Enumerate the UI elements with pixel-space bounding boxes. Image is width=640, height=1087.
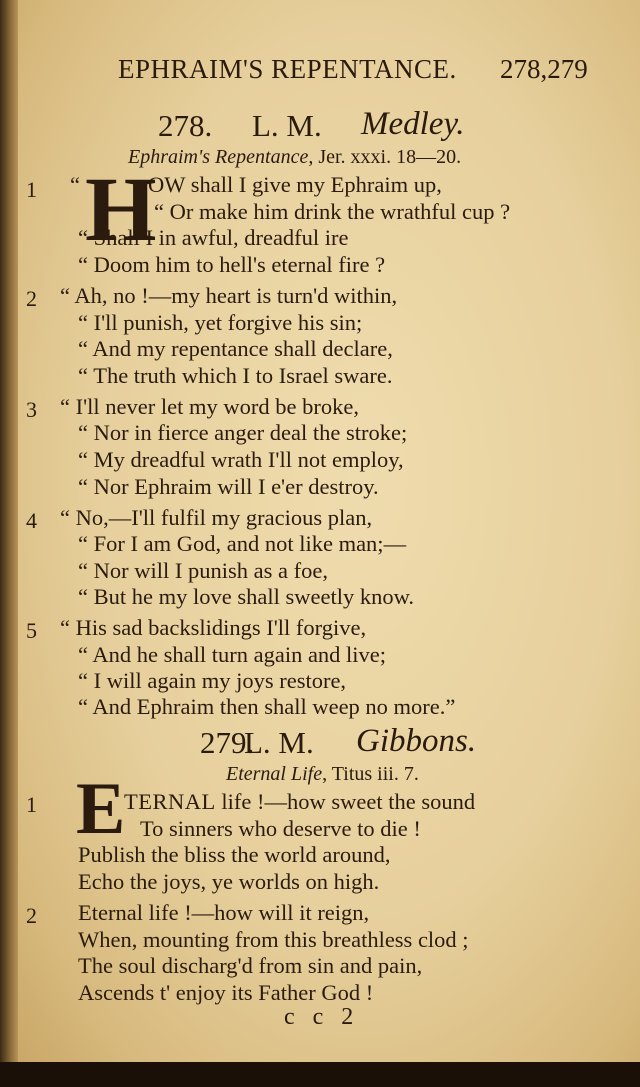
verse-line: “ Or make him drink the wrathful cup ?: [154, 199, 511, 224]
verse-line: “ I'll punish, yet forgive his sin;: [78, 310, 363, 335]
verse-line: “ My dreadful wrath I'll not employ,: [78, 447, 404, 472]
verse-number: 1: [26, 177, 37, 202]
verse-line: “ No,—I'll fulfil my gracious plan,: [60, 505, 373, 530]
verse-number: 4: [26, 508, 37, 533]
running-title: EPHRAIM'S REPENTANCE.: [118, 54, 457, 84]
verse-line: Echo the joys, ye worlds on high.: [78, 869, 380, 894]
verse-number: 3: [26, 397, 37, 422]
hymn-278-subtitle-title: Ephraim's Repentance: [128, 146, 309, 168]
verse-line: Publish the bliss the world around,: [78, 842, 391, 867]
verse-line: OW shall I give my Ephraim up,: [148, 172, 442, 197]
verse-line: “ But he my love shall sweetly know.: [78, 584, 414, 609]
open-quote: “: [70, 172, 80, 197]
hymn-279-meter: L. M.: [244, 725, 314, 760]
verse-line: “ And Ephraim then shall weep no more.”: [78, 694, 456, 719]
verse-line: “ Nor will I punish as a foe,: [78, 558, 328, 583]
verse-line: “ Nor Ephraim will I e'er destroy.: [78, 474, 379, 499]
verse-first-rest: life !—how sweet the sound: [215, 789, 476, 814]
verse-line: When, mounting from this breathless clod ;: [78, 927, 469, 952]
hymn-278-tune: Medley.: [361, 106, 465, 142]
book-gutter: [0, 0, 18, 1062]
verse-line: [124, 789, 475, 815]
drop-cap-h: H: [85, 158, 157, 260]
hymn-278-meter: L. M.: [252, 108, 322, 143]
verse-line: “ I will again my joys restore,: [78, 668, 347, 693]
verse-line: “ Shall I in awful, dreadful ire: [78, 225, 349, 250]
verse-number: 2: [26, 903, 37, 928]
hymn-278-subtitle: [128, 146, 461, 169]
verse-line: “ Doom him to hell's eternal fire ?: [78, 252, 386, 277]
verse-line: “ The truth which I to Israel sware.: [78, 363, 393, 388]
verse-number: 2: [26, 286, 37, 311]
book-page: [18, 0, 640, 1062]
verse-line: “ Ah, no !—my heart is turn'd within,: [60, 283, 398, 308]
hymn-278-number: 278.: [158, 108, 213, 143]
verse-line: “ And he shall turn again and live;: [78, 642, 387, 667]
hymn-279-subtitle-ref: , Titus iii. 7.: [322, 763, 419, 785]
verse-first-word: TERNAL: [124, 789, 216, 814]
verse-number: 5: [26, 618, 37, 643]
hymn-279-number: 279.: [200, 725, 255, 760]
verse-line: To sinners who deserve to die !: [140, 816, 421, 841]
verse-line: “ His sad backslidings I'll forgive,: [60, 615, 367, 640]
verse-line: Eternal life !—how will it reign,: [78, 900, 370, 925]
verse-line: Ascends t' enjoy its Father God !: [78, 980, 374, 1005]
verse-line: “ Nor in fierce anger deal the stroke;: [78, 420, 408, 445]
hymn-279-subtitle: [226, 763, 419, 786]
verse-number: 1: [26, 792, 37, 817]
hymn-278-subtitle-ref: , Jer. xxxi. 18—20.: [308, 146, 462, 168]
hymn-279-subtitle-title: Eternal Life: [226, 763, 323, 785]
verse-line: “ And my repentance shall declare,: [78, 336, 393, 361]
verse-line: The soul discharg'd from sin and pain,: [78, 953, 423, 978]
drop-cap-e: E: [76, 768, 126, 850]
verse-line: “ For I am God, and not like man;—: [78, 531, 407, 556]
signature-mark: c c 2: [284, 1004, 360, 1030]
bottom-band: [0, 1062, 640, 1087]
page-numbers: 278,279: [500, 54, 588, 84]
hymn-279-tune: Gibbons.: [356, 723, 477, 759]
verse-line: “ I'll never let my word be broke,: [60, 394, 359, 419]
